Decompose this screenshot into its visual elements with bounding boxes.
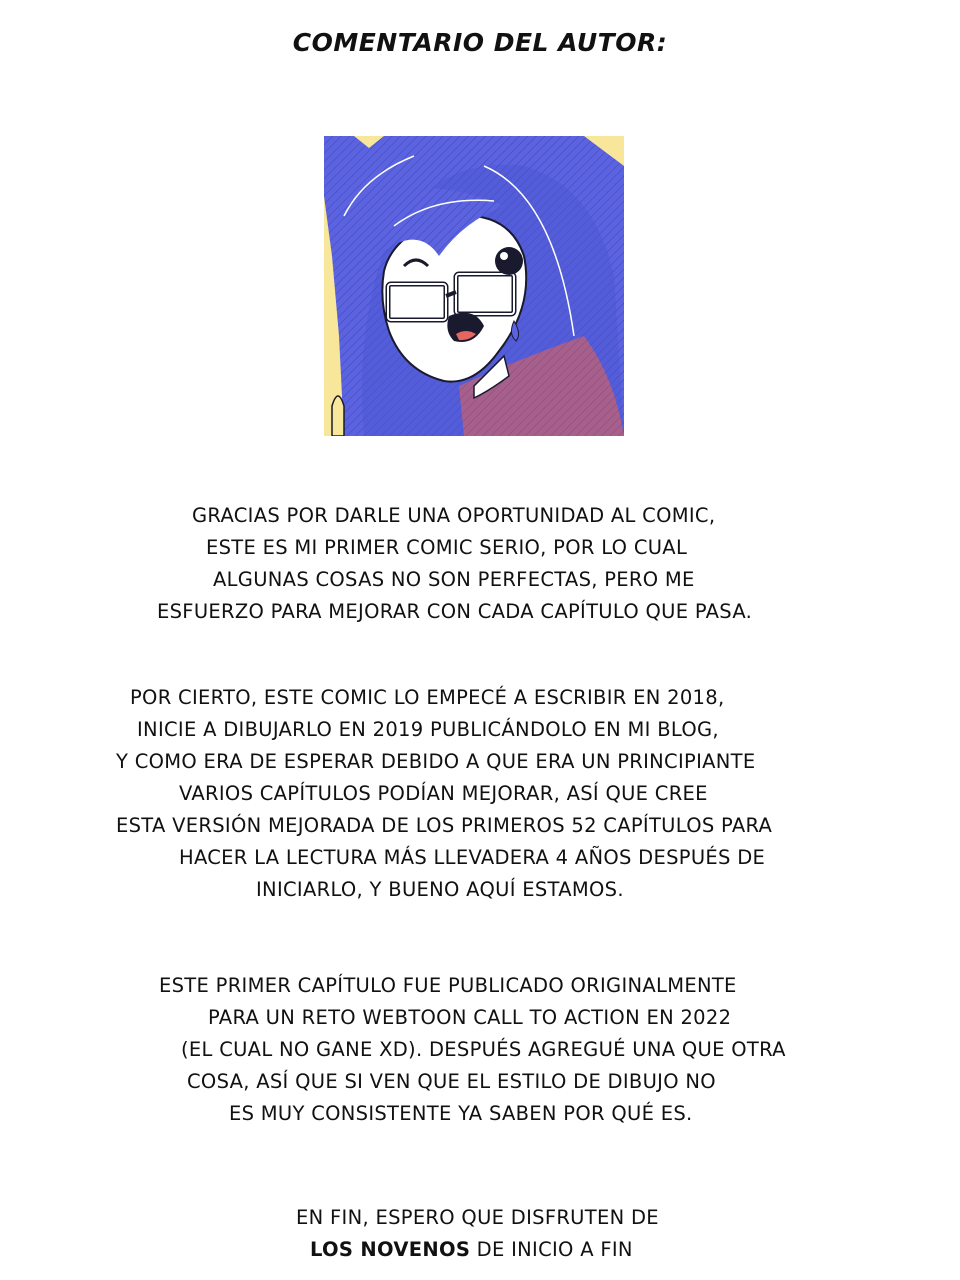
paragraph-4-line: EN FIN, ESPERO QUE DISFRUTEN DE — [296, 1206, 659, 1229]
closing-highlight: LOS NOVENOS — [310, 1238, 471, 1261]
paragraph-2-line: Y COMO ERA DE ESPERAR DEBIDO A QUE ERA UN PRINCIPIANTE — [116, 750, 756, 773]
paragraph-2-line: POR CIERTO, ESTE COMIC LO EMPECÉ A ESCRIBIR EN 2018, — [130, 686, 725, 709]
paragraph-2-line: HACER LA LECTURA MÁS LLEVADERA 4 AÑOS DESPUÉS DE — [179, 846, 766, 869]
paragraph-1-line: GRACIAS POR DARLE UNA OPORTUNIDAD AL COMIC, — [192, 504, 716, 527]
closing-rest: DE INICIO A FIN — [470, 1238, 633, 1261]
paragraph-2-line: ESTA VERSIÓN MEJORADA DE LOS PRIMEROS 52 CAPÍTULOS PARA — [116, 814, 773, 837]
paragraph-3-line: ES MUY CONSISTENTE YA SABEN POR QUÉ ES. — [229, 1102, 693, 1125]
paragraph-2-line: INICIE A DIBUJARLO EN 2019 PUBLICÁNDOLO EN MI BLOG, — [137, 718, 719, 741]
paragraph-1-line: ESTE ES MI PRIMER COMIC SERIO, POR LO CUAL — [206, 536, 688, 559]
page-title: COMENTARIO DEL AUTOR: — [292, 28, 668, 57]
paragraph-2-line: VARIOS CAPÍTULOS PODÍAN MEJORAR, ASÍ QUE CREE — [179, 782, 708, 805]
paragraph-2-line: INICIARLO, Y BUENO AQUÍ ESTAMOS. — [256, 878, 624, 901]
paragraph-3-line: COSA, ASÍ QUE SI VEN QUE EL ESTILO DE DIBUJO NO — [187, 1070, 716, 1093]
paragraph-3-line: (EL CUAL NO GANE XD). DESPUÉS AGREGUÉ UNA QUE OTRA — [181, 1038, 786, 1061]
author-portrait-icon — [324, 136, 624, 436]
closing-line — [310, 1238, 633, 1262]
paragraph-1-line: ESFUERZO PARA MEJORAR CON CADA CAPÍTULO QUE PASA. — [157, 600, 753, 623]
paragraph-3-line: ESTE PRIMER CAPÍTULO FUE PUBLICADO ORIGINALMENTE — [159, 974, 737, 997]
paragraph-1-line: ALGUNAS COSAS NO SON PERFECTAS, PERO ME — [213, 568, 695, 591]
paragraph-3-line: PARA UN RETO WEBTOON CALL TO ACTION EN 2022 — [208, 1006, 732, 1029]
